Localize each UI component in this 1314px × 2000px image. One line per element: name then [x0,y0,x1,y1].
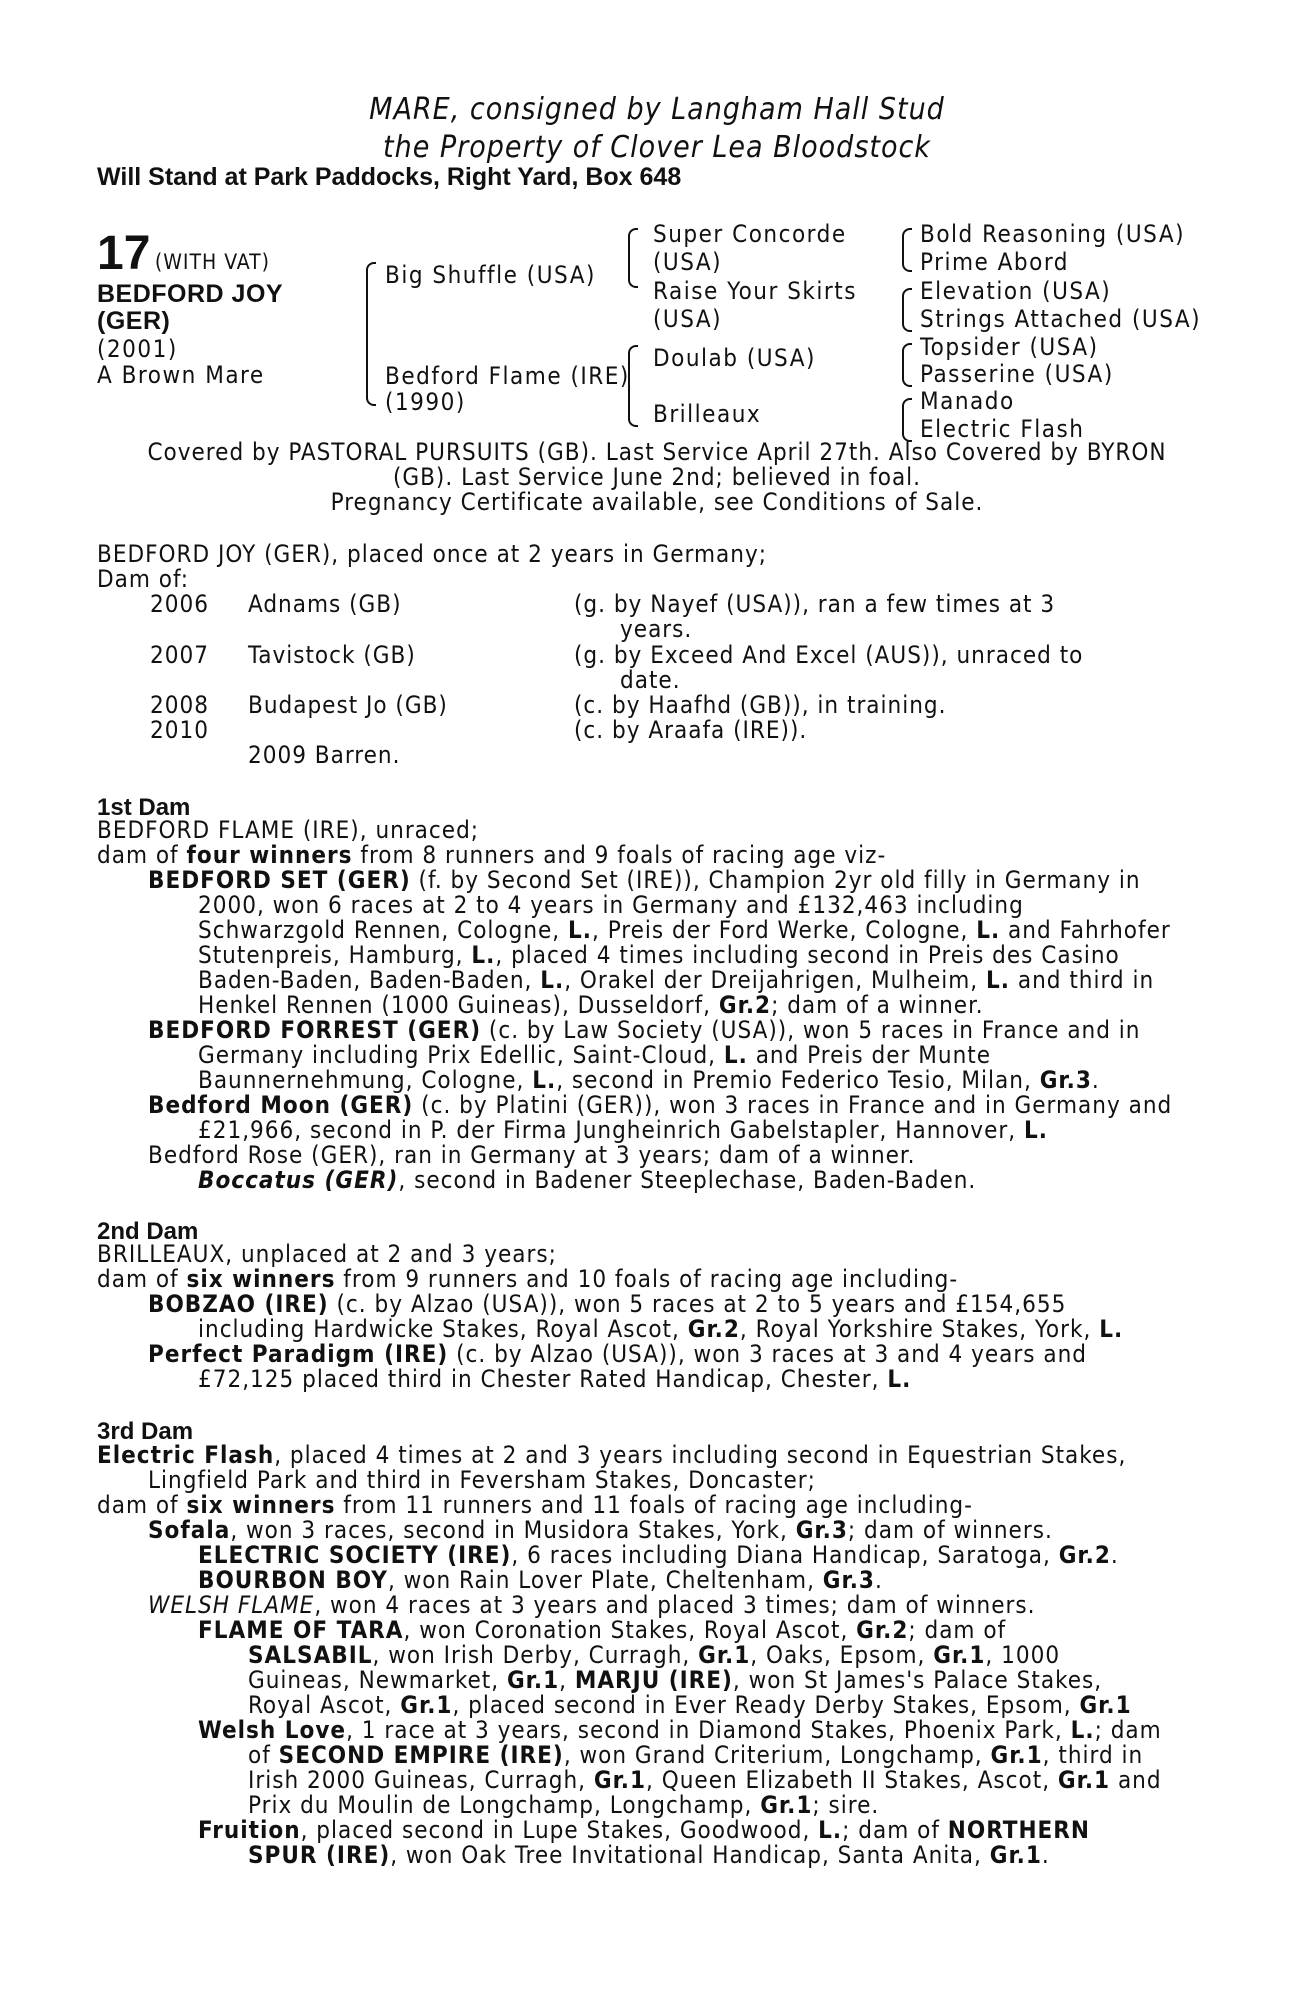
pregnancy-certificate: Pregnancy Certificate available, see Conditions of Sale. [330,488,984,516]
gen3-3: Elevation (USA) [920,277,1112,305]
entry-line: Henkel Rennen (1000 Guineas), Dusseldorf, Gr.2; dam of a winner. [198,991,984,1019]
produce-entry-perfect-paradigm: Perfect Paradigm (IRE) (c. by Alzao (USA)), won 3 races at 3 and 4 years and [148,1340,1088,1368]
entry-line: Guineas, Newmarket, Gr.1, MARJU (IRE), won St James's Palace Stakes, [248,1666,1103,1694]
section-heading-1st-dam: 1st Dam [97,794,191,821]
produce-note: (c. by Araafa (IRE)). [574,716,808,744]
dam: Bedford Flame (IRE) [385,362,630,390]
produce-entry-bourbon-boy: BOURBON BOY, won Rain Lover Plate, Cheltenham, Gr.3. [198,1566,883,1594]
dam-of-label: Dam of: [97,565,189,593]
gen3-6: Passerine (USA) [920,360,1114,388]
pedigree-brace-4 [902,228,912,272]
entry-line: SALSABIL, won Irish Derby, Curragh, Gr.1, Oaks, Epsom, Gr.1, 1000 [248,1641,1061,1669]
pedigree-brace-7 [902,398,912,442]
section-heading-2nd-dam: 2nd Dam [97,1218,199,1245]
produce-entry-fruition: Fruition, placed second in Lupe Stakes, Goodwood, L.; dam of NORTHERN [198,1816,1090,1844]
produce-year: 2007 [150,641,209,669]
consignor-line: MARE, consigned by Langham Hall Stud [369,92,945,127]
produce-year: 2006 [150,590,209,618]
pedigree-brace-6 [902,343,912,387]
horse-country: (GER) [97,307,171,335]
third-dam-summary: dam of six winners from 11 runners and 11 foals of racing age including- [97,1491,973,1519]
entry-line: £21,966, second in P. der Firma Jungheinrich Gabelstapler, Hannover, L. [198,1116,1048,1144]
stand-location: Will Stand at Park Paddocks, Right Yard, Box 648 [97,163,682,191]
third-dam-name: Electric Flash, placed 4 times at 2 and 3 years including second in Equestrian Stakes, [97,1441,1127,1469]
entry-line: Baden-Baden, Baden-Baden, L., Orakel der Dreijahrigen, Mulheim, L. and third in [198,966,1155,994]
produce-entry-bobzao: BOBZAO (IRE) (c. by Alzao (USA)), won 5 races at 2 to 5 years and £154,655 [148,1290,1067,1318]
horse-name: BEDFORD JOY [97,280,284,308]
sire-dam-country: (USA) [653,305,723,333]
second-dam-name: BRILLEAUX, unplaced at 2 and 3 years; [97,1240,557,1268]
produce-entry-sofala: Sofala, won 3 races, second in Musidora Stakes, York, Gr.3; dam of winners. [148,1516,1053,1544]
produce-note-cont: years. [620,615,693,643]
produce-entry-bedford-forrest: BEDFORD FORREST (GER) (c. by Law Society (USA)), won 5 races in France and in [148,1016,1141,1044]
entry-line: Royal Ascot, Gr.1, placed second in Ever Ready Derby Stakes, Epsom, Gr.1 [248,1691,1132,1719]
produce-entry-welsh-love: Welsh Love, 1 race at 3 years, second in Diamond Stakes, Phoenix Park, L.; dam [198,1716,1162,1744]
produce-note: (g. by Exceed And Excel (AUS)), unraced to [574,641,1084,669]
gen3-7: Manado [920,387,1015,415]
produce-entry-boccatus: Boccatus (GER), second in Badener Steeplechase, Baden-Baden. [198,1166,977,1194]
property-line: the Property of Clover Lea Bloodstock [383,130,931,165]
gen3-4: Strings Attached (USA) [920,305,1202,333]
sire-sire-country: (USA) [653,248,723,276]
entry-line: Lingfield Park and third in Feversham Stakes, Doncaster; [148,1466,816,1494]
covered-line-2: (GB). Last Service June 2nd; believed in foal. [392,463,922,491]
section-heading-3rd-dam: 3rd Dam [97,1418,194,1445]
gen3-1: Bold Reasoning (USA) [920,220,1186,248]
lot-number: 17 [97,227,151,280]
vat-note: (WITH VAT) [154,250,270,274]
produce-entry-flame-of-tara: FLAME OF TARA, won Coronation Stakes, Royal Ascot, Gr.2; dam of [198,1616,1007,1644]
gen3-8: Electric Flash [920,415,1085,443]
produce-name: Budapest Jo (GB) [248,691,448,719]
entry-line: Stutenpreis, Hamburg, L., placed 4 times including second in Preis des Casino [198,941,1120,969]
sire: Big Shuffle (USA) [385,261,596,289]
entry-line: including Hardwicke Stakes, Royal Ascot, Gr.2, Royal Yorkshire Stakes, York, L. [198,1315,1124,1343]
produce-name: Tavistock (GB) [248,641,416,669]
entry-line: SPUR (IRE), won Oak Tree Invitational Handicap, Santa Anita, Gr.1. [248,1841,1050,1869]
gen3-2: Prime Abord [920,248,1069,276]
entry-line: Prix du Moulin de Longchamp, Longchamp, Gr.1; sire. [248,1791,880,1819]
produce-name: Adnams (GB) [248,590,402,618]
produce-note: (g. by Nayef (USA)), ran a few times at 3 [574,590,1056,618]
produce-note: (c. by Haafhd (GB)), in training. [574,691,947,719]
pedigree-brace-5 [902,288,912,332]
sire-dam: Raise Your Skirts [653,277,858,305]
gen3-5: Topsider (USA) [920,333,1099,361]
entry-line: Schwarzgold Rennen, Cologne, L., Preis der Ford Werke, Cologne, L. and Fahrhofer [198,916,1171,944]
entry-line: 2000, won 6 races at 2 to 4 years in Germany and £132,463 including [198,891,1024,919]
entry-line: Baunnernehmung, Cologne, L., second in Premio Federico Tesio, Milan, Gr.3. [198,1066,1100,1094]
dam-sire: Doulab (USA) [653,344,816,372]
produce-entry-bedford-moon: Bedford Moon (GER) (c. by Platini (GER)), won 3 races in France and in Germany and [148,1091,1173,1119]
lot-header [97,226,270,281]
entry-line: Irish 2000 Guineas, Curragh, Gr.1, Queen Elizabeth II Stakes, Ascot, Gr.1 and [248,1766,1162,1794]
produce-year: 2010 [150,716,209,744]
barren-note: 2009 Barren. [248,741,401,769]
produce-entry-electric-society: ELECTRIC SOCIETY (IRE), 6 races including Diana Handicap, Saratoga, Gr.2. [198,1541,1119,1569]
entry-line: of SECOND EMPIRE (IRE), won Grand Criterium, Longchamp, Gr.1, third in [248,1741,1144,1769]
second-dam-summary: dam of six winners from 9 runners and 10 foals of racing age including- [97,1265,959,1293]
horse-description: A Brown Mare [97,361,265,389]
dam-dam: Brilleaux [653,400,762,428]
produce-note-cont: date. [620,666,681,694]
horse-year: (2001) [97,335,178,363]
entry-line: Germany including Prix Edellic, Saint-Cloud, L. and Preis der Munte [198,1041,992,1069]
produce-year: 2008 [150,691,209,719]
produce-entry-welsh-flame: WELSH FLAME, won 4 races at 3 years and placed 3 times; dam of winners. [148,1591,1036,1619]
first-dam-name: BEDFORD FLAME (IRE), unraced; [97,816,480,844]
sire-sire: Super Concorde [653,220,847,248]
produce-intro: BEDFORD JOY (GER), placed once at 2 years in Germany; [97,540,768,568]
entry-line: £72,125 placed third in Chester Rated Handicap, Chester, L. [198,1365,912,1393]
pedigree-brace-1 [366,262,376,406]
dam-year: (1990) [385,388,466,416]
first-dam-summary: dam of four winners from 8 runners and 9 foals of racing age viz- [97,841,887,869]
produce-entry-bedford-set: BEDFORD SET (GER) (f. by Second Set (IRE)), Champion 2yr old filly in Germany in [148,866,1141,894]
pedigree-brace-2 [628,228,638,288]
covered-line-1: Covered by PASTORAL PURSUITS (GB). Last Service April 27th. Also Covered by BYRON [147,438,1167,466]
produce-entry-bedford-rose: Bedford Rose (GER), ran in Germany at 3 years; dam of a winner. [148,1141,916,1169]
